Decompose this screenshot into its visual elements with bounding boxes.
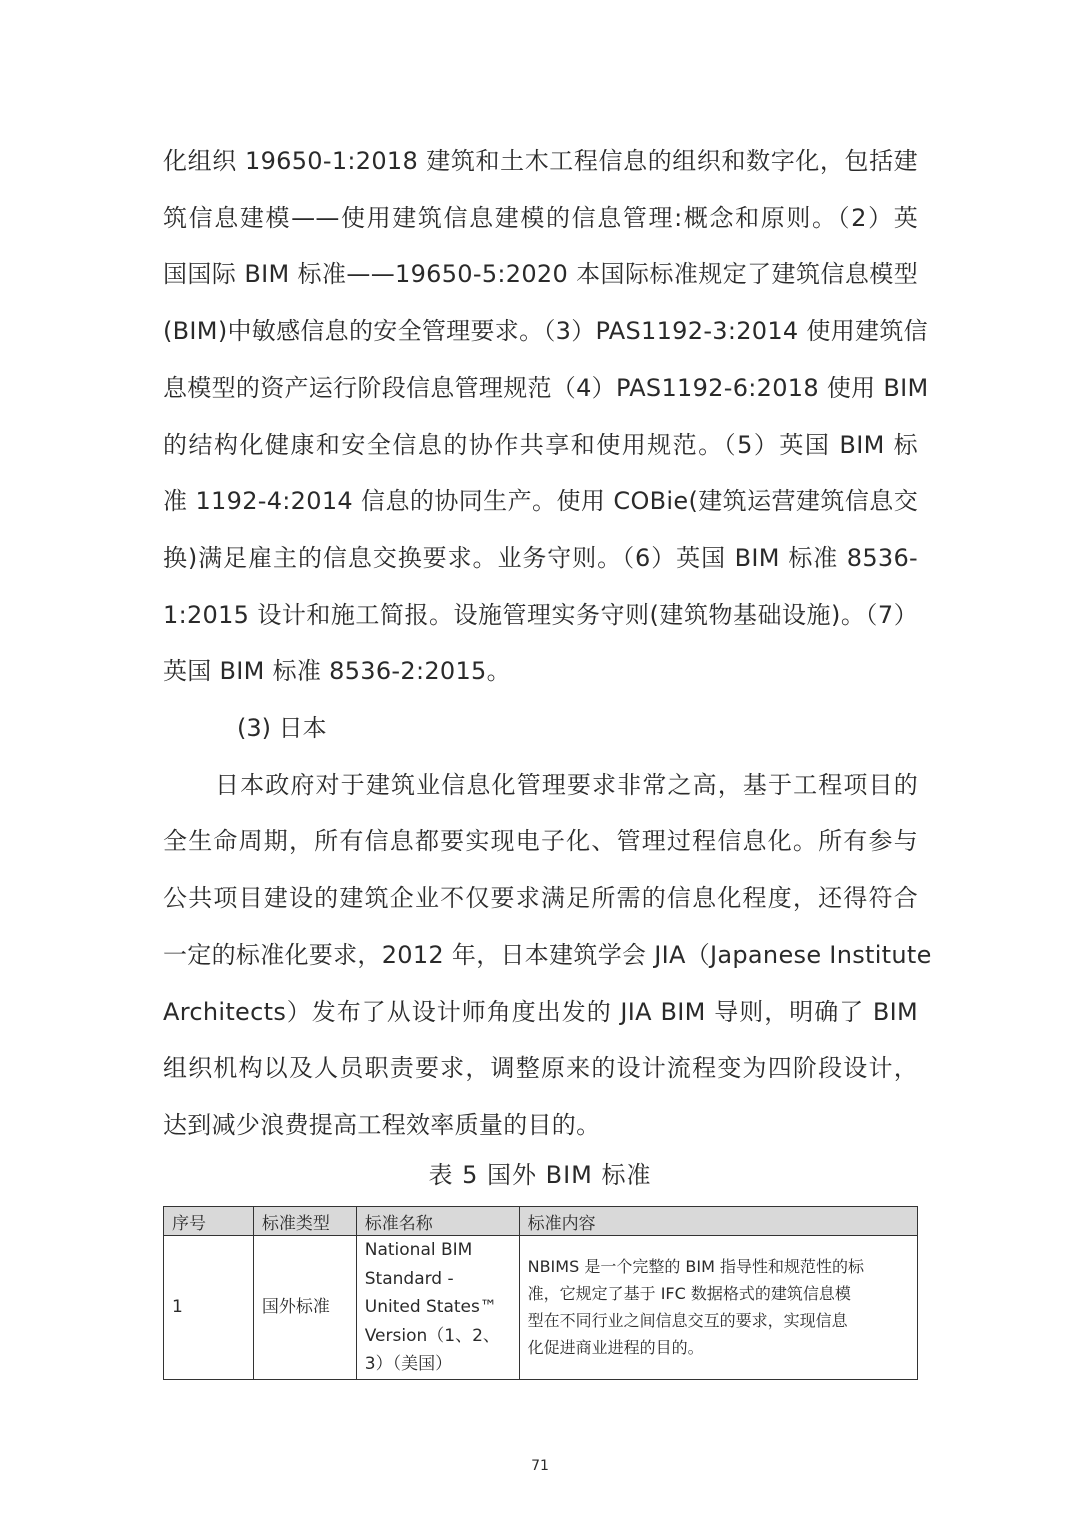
text-line: 国国际 BIM 标准——19650-5:2020 本国际标准规定了建筑信息模型: [163, 260, 918, 289]
name-line: 3）（美国）: [364, 1354, 453, 1374]
content-line: 型在不同行业之间信息交互的要求，实现信息: [527, 1311, 848, 1331]
cell-name: [356, 1236, 519, 1380]
page-body: [163, 133, 932, 1154]
cell-no: 1: [164, 1236, 254, 1380]
text-line: 组织机构以及人员职责要求，调整原来的设计流程变为四阶段设计，: [163, 1054, 918, 1083]
text-line: Architects）发布了从设计师角度出发的 JIA BIM 导则，明确了 BIM: [163, 997, 918, 1026]
text-line: 公共项目建设的建筑企业不仅要求满足所需的信息化程度，还得符合: [163, 884, 918, 913]
text-line: 准 1192-4:2014 信息的协同生产。使用 COBie(建筑运营建筑信息交: [163, 487, 918, 516]
text-line: 日本政府对于建筑业信息化管理要求非常之高，基于工程项目的: [215, 770, 918, 799]
text-line: (BIM)中敏感信息的安全管理要求。（3）PAS1192-3:2014 使用建筑信: [163, 317, 928, 346]
text-line: 1:2015 设计和施工简报。设施管理实务守则(建筑物基础设施)。（7）: [163, 600, 918, 629]
standards-table: [163, 1206, 918, 1380]
text-line: 换)满足雇主的信息交换要求。业务守则。（6）英国 BIM 标准 8536-: [163, 543, 918, 572]
text-line: 一定的标准化要求，2012 年，日本建筑学会 JIA（Japanese Institute: [163, 940, 932, 969]
content-line: NBIMS 是一个完整的 BIM 指导性和规范性的标: [527, 1257, 864, 1277]
name-line: Standard -: [364, 1268, 454, 1289]
text-line: 英国 BIM 标准 8536-2:2015。: [163, 657, 511, 686]
content-line: 化促进商业进程的目的。: [527, 1338, 704, 1358]
name-line: Version（1、2、: [364, 1325, 500, 1346]
table-caption: 表 5 国外 BIM 标准: [428, 1161, 652, 1189]
cell-type: 国外标准: [253, 1236, 356, 1380]
section-heading-japan: (3) 日本: [237, 714, 327, 743]
text-line: 全生命周期，所有信息都要实现电子化、管理过程信息化。所有参与: [163, 827, 918, 856]
name-line: United States™: [364, 1297, 497, 1317]
paragraph-uk-standards: [163, 133, 929, 700]
text-line: 筑信息建模——使用建筑信息建模的信息管理:概念和原则。（2）英: [163, 203, 918, 232]
header-no: 序号: [164, 1207, 254, 1236]
text-line: 的结构化健康和安全信息的协作共享和使用规范。（5）英国 BIM 标: [163, 430, 918, 459]
content-line: 准，它规定了基于 IFC 数据格式的建筑信息模: [527, 1284, 851, 1304]
header-content: 标准内容: [519, 1207, 917, 1236]
table-row: [164, 1236, 918, 1380]
text-line: 化组织 19650-1:2018 建筑和土木工程信息的组织和数字化，包括建: [163, 147, 918, 175]
cell-content: [519, 1236, 917, 1380]
header-type: 标准类型: [253, 1207, 356, 1236]
paragraph-japan: [163, 757, 932, 1154]
header-name: 标准名称: [356, 1207, 519, 1236]
page-number: 71: [531, 1458, 549, 1474]
text-line: 达到减少浪费提高工程效率质量的目的。: [163, 1110, 601, 1139]
text-line: 息模型的资产运行阶段信息管理规范（4）PAS1192-6:2018 使用 BIM: [163, 373, 929, 402]
table-header-row: [164, 1207, 918, 1236]
name-line: National BIM: [364, 1240, 473, 1260]
